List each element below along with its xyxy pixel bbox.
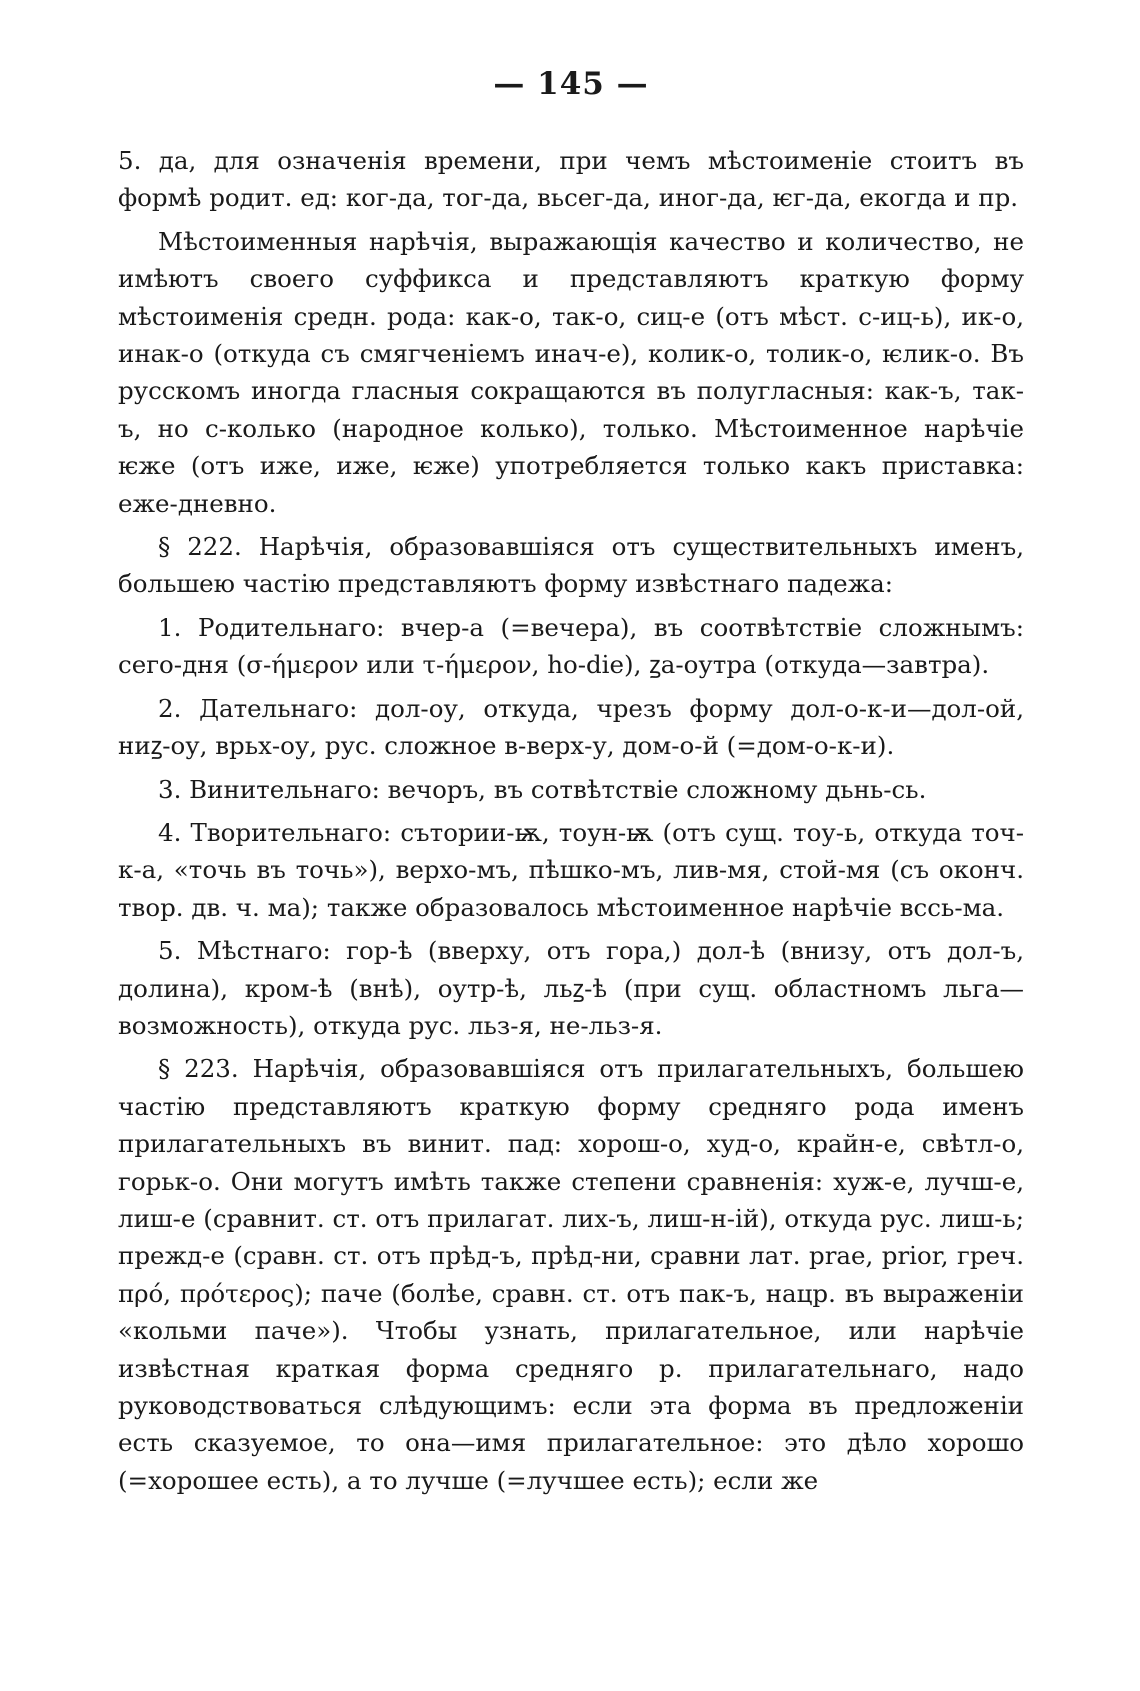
paragraph-dative: 2. Дательнаго: дол-оу, откуда, чрезъ форму дол-о-к-и—дол-ой, ниꙁ-оу, врьх-оу, рус. сложное в-верх-у, дом-о-й (=дом-о-к-и). (118, 693, 1024, 761)
page-number: — 145 — (493, 66, 649, 102)
paragraph-accusative: 3. Винительнаго: вечоръ, въ сотвѣтствіе сложному дьнь-сь. (158, 774, 927, 804)
paragraph-item-5: 5. да, для означенія времени, при чемъ мѣстоименіе стоитъ въ формѣ родит. ед: ког-да, тог-да, вьсег-да, иног-да, ѥг-да, екогда и пр. (118, 146, 1024, 213)
book-page (118, 64, 1024, 1499)
paragraph-section-222: § 222. Нарѣчія, образовавшіяся отъ существительныхъ именъ, большею частію представляютъ форму извѣстнаго падежа: (118, 532, 1024, 599)
paragraph-instrumental: 4. Творительнаго: сътории-ѭ, тоун-ѭ (отъ сущ. тоу-ь, откуда точ-к-а, «точь въ точь»), верхо-мъ, пѣшко-мъ, лив-мя, стой-мя (съ оконч. твор. дв. ч. ма); также образовалось мѣстоименное нарѣчіе вссь-ма. (118, 817, 1024, 922)
paragraph-locative: 5. Мѣстнаго: гор-ѣ (вверху, отъ гора,) дол-ѣ (внизу, отъ дол-ъ, долина), кром-ѣ (внѣ), оутр-ѣ, льꙁ-ѣ (при сущ. областномъ льга— возможность), откуда рус. льз-я, не-льз-я. (118, 936, 1024, 1040)
paragraph-section-223: § 223. Нарѣчія, образовавшіяся отъ прилагательныхъ, большею частію представляютъ краткую форму средняго рода именъ прилагательныхъ въ винит. пад: хорош-о, худ-о, крайн-е, свѣтл-о, горьк-о. Они могутъ имѣть также степени сравненія: хуж-е, лучш-е, лиш-е (сравнит. ст. отъ прилагат. лих-ъ, лиш-н-ій), откуда рус. лиш-ь; прежд-е (сравн. ст. отъ прѣд-ъ, прѣд-ни, сравни лат. prae, prior, греч. πρό, πρότερος); паче (болѣе, сравн. ст. отъ пак-ъ, нацр. въ выраженіи «кольми паче»). Чтобы узнать, прилагательное, или нарѣчіе извѣстная краткая форма средняго р. прилагательнаго, надо руководствоваться слѣдующимъ: если эта форма въ предложеніи есть сказуемое, то она—имя прилагательное: это дѣло хорошо (=хорошее есть), а то лучше (=лучшее есть); если же (118, 1054, 1024, 1495)
paragraph-pronominal-adverbs: Мѣстоименныя нарѣчія, выражающія качество и количество, не имѣютъ своего суффикса и представляютъ краткую форму мѣстоименія средн. рода: как-о, так-о, сиц-е (отъ мѣст. с-иц-ь), ик-о, инак-о (откуда съ смягченіемъ инач-е), колик-о, толик-о, ѥлик-о. Въ русскомъ иногда гласныя сокращаются въ полугласныя: как-ъ, так-ъ, но с-колько (народное колько), только. Мѣстоименное нарѣчіе ѥже (отъ иже, иже, ѥже) употребляется только какъ приставка: еже-дневно. (118, 226, 1024, 518)
paragraph-genitive: 1. Родительнаго: вчер-а (=вечера), въ соотвѣтствіе сложнымъ: сего-дня (σ-ήμερον или τ-ήμερον, ho-die), ꙁа-оутра (откуда—завтра). (118, 612, 1024, 680)
